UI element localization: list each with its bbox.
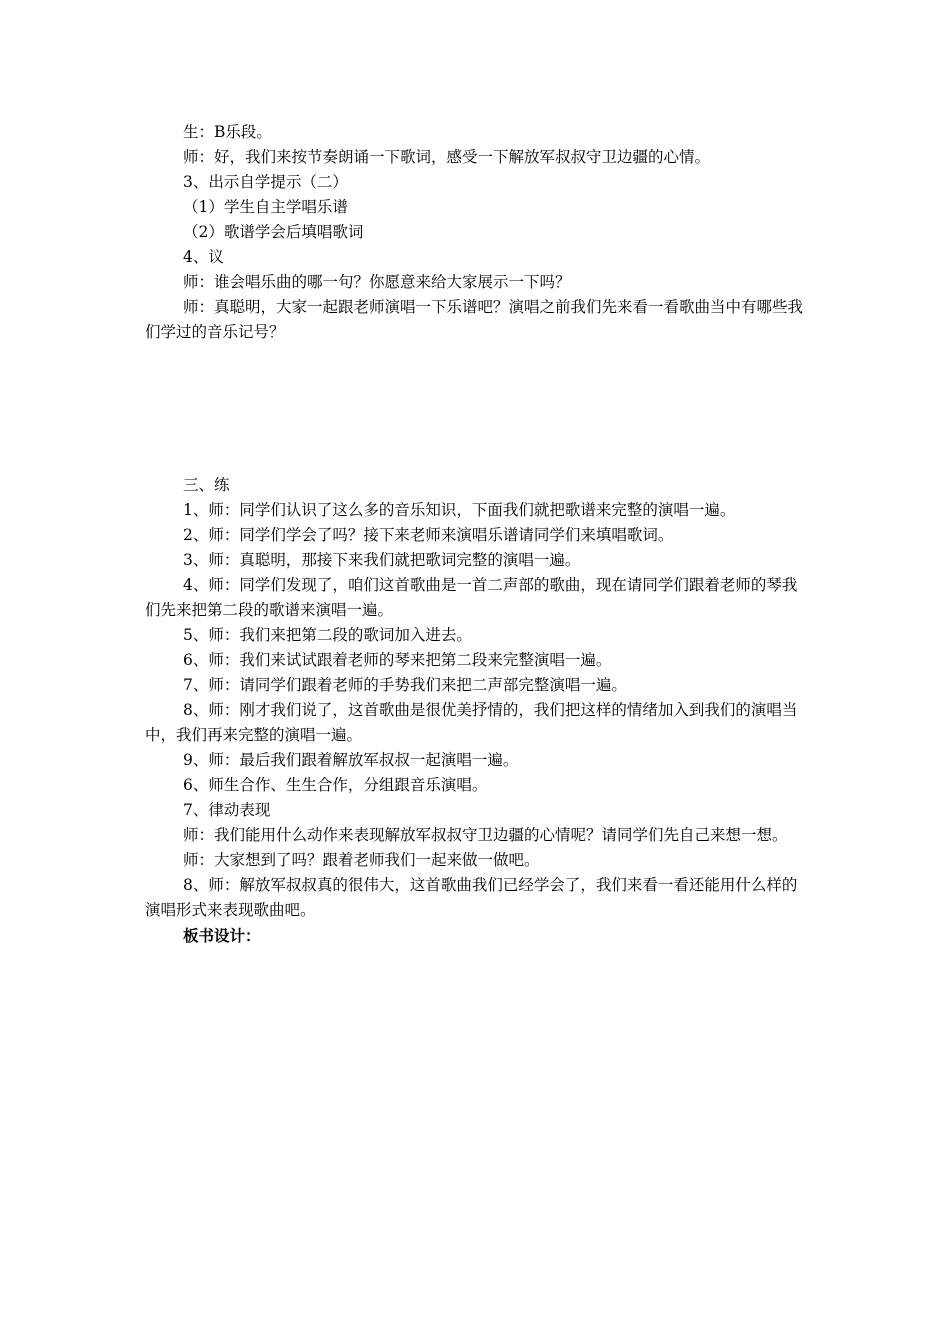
paragraph: 8、师：解放军叔叔真的很伟大，这首歌曲我们已经学会了，我们来看一看还能用什么样的演唱形式来表现歌曲吧。 — [145, 876, 798, 919]
paragraph: 4、议 — [183, 248, 224, 266]
board-design-heading: 板书设计： — [183, 926, 261, 945]
paragraph: 6、师：我们来试试跟着老师的琴来把第二段来完整演唱一遍。 — [183, 651, 612, 669]
paragraph: 9、师：最后我们跟着解放军叔叔一起演唱一遍。 — [183, 751, 519, 769]
paragraph: 2、师：同学们学会了吗？接下来老师来演唱乐谱请同学们来填唱歌词。 — [183, 526, 674, 544]
paragraph: 师：大家想到了吗？跟着老师我们一起来做一做吧。 — [183, 851, 540, 869]
paragraph: 8、师：刚才我们说了，这首歌曲是很优美抒情的，我们把这样的情绪加入到我们的演唱当中，我们再来完整的演唱一遍。 — [145, 701, 798, 744]
paragraph: （2）歌谱学会后填唱歌词 — [183, 223, 364, 241]
paragraph: 7、律动表现 — [183, 801, 271, 819]
paragraph: 师：真聪明，大家一起跟老师演唱一下乐谱吧？演唱之前我们先来看一看歌曲当中有哪些我们学过的音乐记号？ — [145, 298, 804, 341]
paragraph: 师：好，我们来按节奏朗诵一下歌词，感受一下解放军叔叔守卫边疆的心情。 — [183, 148, 711, 166]
paragraph: 6、师生合作、生生合作，分组跟音乐演唱。 — [183, 776, 488, 794]
paragraph: 师：谁会唱乐曲的哪一句？你愿意来给大家展示一下吗？ — [183, 273, 571, 291]
paragraph: 3、出示自学提示（二） — [183, 173, 348, 191]
paragraph: 1、师：同学们认识了这么多的音乐知识，下面我们就把歌谱来完整的演唱一遍。 — [183, 501, 736, 519]
lesson-section-top — [145, 120, 810, 345]
paragraph: 师：我们能用什么动作来表现解放军叔叔守卫边疆的心情呢？请同学们先自己来想一想。 — [183, 826, 788, 844]
paragraph: 7、师：请同学们跟着老师的手势我们来把二声部完整演唱一遍。 — [183, 676, 627, 694]
paragraph: （1）学生自主学唱乐谱 — [183, 198, 348, 216]
section-heading: 三、练 — [183, 476, 230, 494]
paragraph: 3、师：真聪明，那接下来我们就把歌词完整的演唱一遍。 — [183, 551, 581, 569]
paragraph: 5、师：我们来把第二段的歌词加入进去。 — [183, 626, 472, 644]
lesson-section-practice — [145, 473, 810, 948]
paragraph: 4、师：同学们发现了，咱们这首歌曲是一首二声部的歌曲，现在请同学们跟着老师的琴我们先来把第二段的歌谱来演唱一遍。 — [145, 576, 798, 619]
paragraph: 生：B乐段。 — [183, 123, 272, 141]
